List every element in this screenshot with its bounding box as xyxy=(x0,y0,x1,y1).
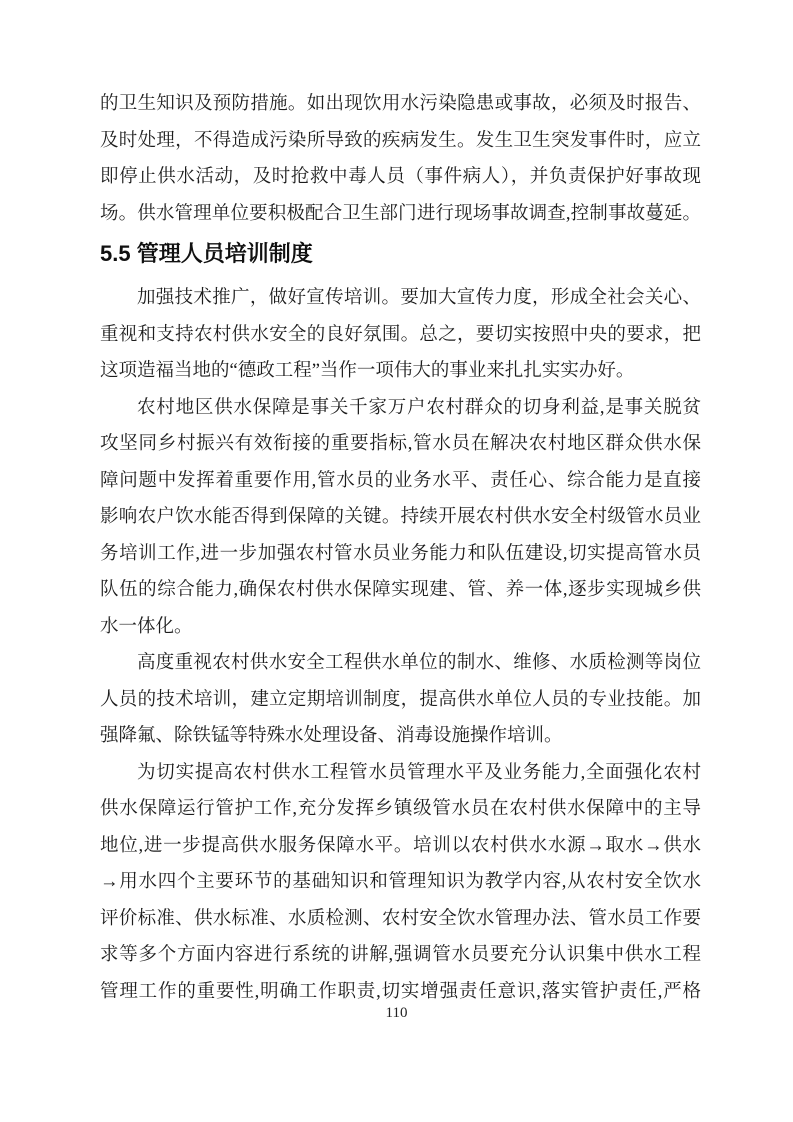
text-line: 地位,进一步提高供水服务保障水平。培训以农村供水水源→取水→供水 xyxy=(100,835,701,856)
text-line: 水一体化。 xyxy=(100,616,193,637)
text-line: 供水保障运行管护工作,充分发挥乡镇级管水员在农村供水保障中的主导 xyxy=(100,799,701,819)
text-line: 场。供水管理单位要积极配合卫生部门进行现场事故调查,控制事故蔓延。 xyxy=(100,203,701,224)
text-line: 的卫生知识及预防措施。如出现饮用水污染隐患或事故，必须及时报告、 xyxy=(100,94,701,114)
text-line: 障问题中发挥着重要作用,管水员的业务水平、责任心、综合能力是直接 xyxy=(100,470,701,491)
page-footer xyxy=(0,1004,793,1022)
page-content xyxy=(100,86,701,1010)
text-line: 评价标准、供水标准、水质检测、农村安全饮水管理办法、管水员工作要 xyxy=(100,908,701,929)
text-line: 管理工作的重要性,明确工作职责,切实增强责任意识,落实管护责任,严格 xyxy=(100,981,701,1002)
paragraph xyxy=(100,755,701,1011)
text-line: 求等多个方面内容进行系统的讲解,强调管水员要充分认识集中供水工程 xyxy=(100,945,701,965)
section-heading: 5.5 管理人员培训制度 xyxy=(100,241,313,266)
text-line: 队伍的综合能力,确保农村供水保障实现建、管、养一体,逐步实现城乡供 xyxy=(100,580,701,600)
text-line: 农村地区供水保障是事关千家万户农村群众的切身利益,是事关脱贫 xyxy=(137,397,701,418)
text-line: 高度重视农村供水安全工程供水单位的制水、维修、水质检测等岗位 xyxy=(137,653,701,673)
paragraph-continuation xyxy=(100,86,701,232)
text-line: 务培训工作,进一步加强农村管水员业务能力和队伍建设,切实提高管水员 xyxy=(100,543,701,564)
text-line: 这项造福当地的“德政工程”当作一项伟大的事业来扎扎实实办好。 xyxy=(100,361,635,381)
text-line: 攻坚同乡村振兴有效衔接的重要指标,管水员在解决农村地区群众供水保 xyxy=(100,434,701,454)
text-line: 重视和支持农村供水安全的良好氛围。总之，要切实按照中央的要求，把 xyxy=(100,324,701,345)
paragraph xyxy=(100,390,701,646)
text-line: 加强技术推广，做好宣传培训。要加大宣传力度，形成全社会关心、 xyxy=(137,288,701,308)
page-number: 110 xyxy=(385,1005,408,1021)
text-line: →用水四个主要环节的基础知识和管理知识为教学内容,从农村安全饮水 xyxy=(100,872,701,892)
paragraph xyxy=(100,645,701,755)
text-line: 强降氟、除铁锰等特殊水处理设备、消毒设施操作培训。 xyxy=(100,726,563,746)
text-line: 即停止供水活动，及时抢救中毒人员（事件病人），并负责保护好事故现 xyxy=(100,167,701,187)
text-line: 影响农户饮水能否得到保障的关键。持续开展农村供水安全村级管水员业 xyxy=(100,507,701,527)
paragraph xyxy=(100,280,701,390)
text-line: 为切实提高农村供水工程管水员管理水平及业务能力,全面强化农村 xyxy=(137,762,701,783)
text-line: 及时处理，不得造成污染所导致的疾病发生。发生卫生突发事件时，应立 xyxy=(100,130,701,151)
text-line: 人员的技术培训，建立定期培训制度，提高供水单位人员的专业技能。加 xyxy=(100,689,701,710)
